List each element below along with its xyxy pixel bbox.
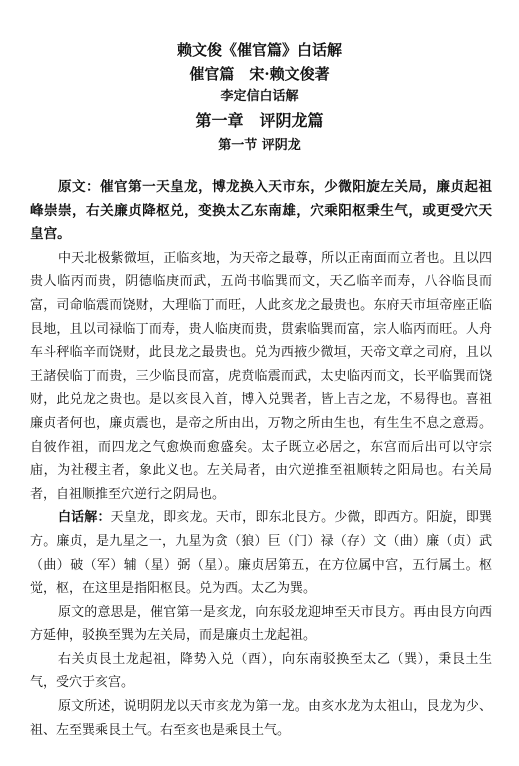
section-heading: 第一节 评阴龙 [218,138,301,153]
plain-explanation-paragraph [30,506,492,600]
book-subtitle: 催官篇 宋·赖文俊著 [189,65,330,83]
title-block [0,38,519,158]
explanation-paragraph: 右关贞艮土龙起祖，降势入兑（酉），向东南驳换至太乙（巽），秉艮土生气，受穴于亥宫。 [30,651,492,691]
body-text [30,176,492,742]
explanation-paragraph: 原文的意思是，催官第一是亥龙，向东驳龙迎坤至天市艮方。再由艮方向西方延伸，驳换至巽为左关局，而是廉贞土龙起祖。 [30,604,492,644]
book-title: 赖文俊《催官篇》白话解 [176,41,342,59]
original-text-paragraph [30,176,492,247]
annotator-line: 李定信白话解 [220,89,299,104]
plain-explanation-lead: 白话解： [58,510,111,526]
original-text-lead: 原文： [58,179,101,195]
commentary-paragraph: 中天北极紫微垣，正临亥地，为天帝之最尊，所以正南面而立者也。且以四贵人临丙而贵，阴德临庚而武，五尚书临巽而文，天乙临辛而寿，八谷临艮而富，司命临震而饶财，大理临丁而旺，人此亥龙之最贵也。东府天市垣帝座正临艮地，且以司禄临丁而寿，贵人临庚而贵，贯索临巽而富，宗人临丙而旺。人舟车斗秤临辛而饶财，此艮龙之最贵也。兑为西掖少微垣，天帝文章之司府，且以王諸侯临丁而贵，三少临艮而富，虎贲临震而武，太史临丙而文，长平临巽而饶财，此兑龙之贵也。是以亥艮入首，博入兑巽者，皆上吉之龙，不易得也。喜祖廉贞者何也，廉贞震也，是帝之所由出，万物之所由生也，有生生不息之意焉。自彼作祖，而四龙之气愈焕而愈盛矣。太子既立必居之，东宫而后出可以守宗庙，为社稷主者，象此义也。左关局者，由穴逆推至祖顺转之阳局也。右关局者，自祖顺推至穴逆行之阴局也。 [30,250,492,502]
original-text-content: 催官第一天皇龙，博龙换入天市东，少微阳旋左关局，廉贞起祖峰崇崇，右关廉贞降枢兑，变换太乙东南雄，穴乘阳枢秉生气，或更受穴天皇宫。 [30,179,493,243]
chapter-heading: 第一章 评阴龙篇 [195,111,324,130]
plain-explanation-content: 天皇龙，即亥龙。天市，即东北艮方。少微，即西方。阳旋，即巽方。廉贞，是九星之一，九星为贪（狼）巨（门）禄（存）文（曲）廉（贞）武（曲）破（军）辅（星）弼（星）。廉贞居第五，在方位属中宫，五行属土。枢觉，枢，在这里是指阳枢艮。兑为西。太乙为巽。 [30,510,492,597]
explanation-paragraph: 原文所述，说明阴龙以天市亥龙为第一龙。由亥水龙为太祖山，艮龙为少、祖、左至巽乘艮土气。右至亥也是乘艮土气。 [30,699,492,738]
